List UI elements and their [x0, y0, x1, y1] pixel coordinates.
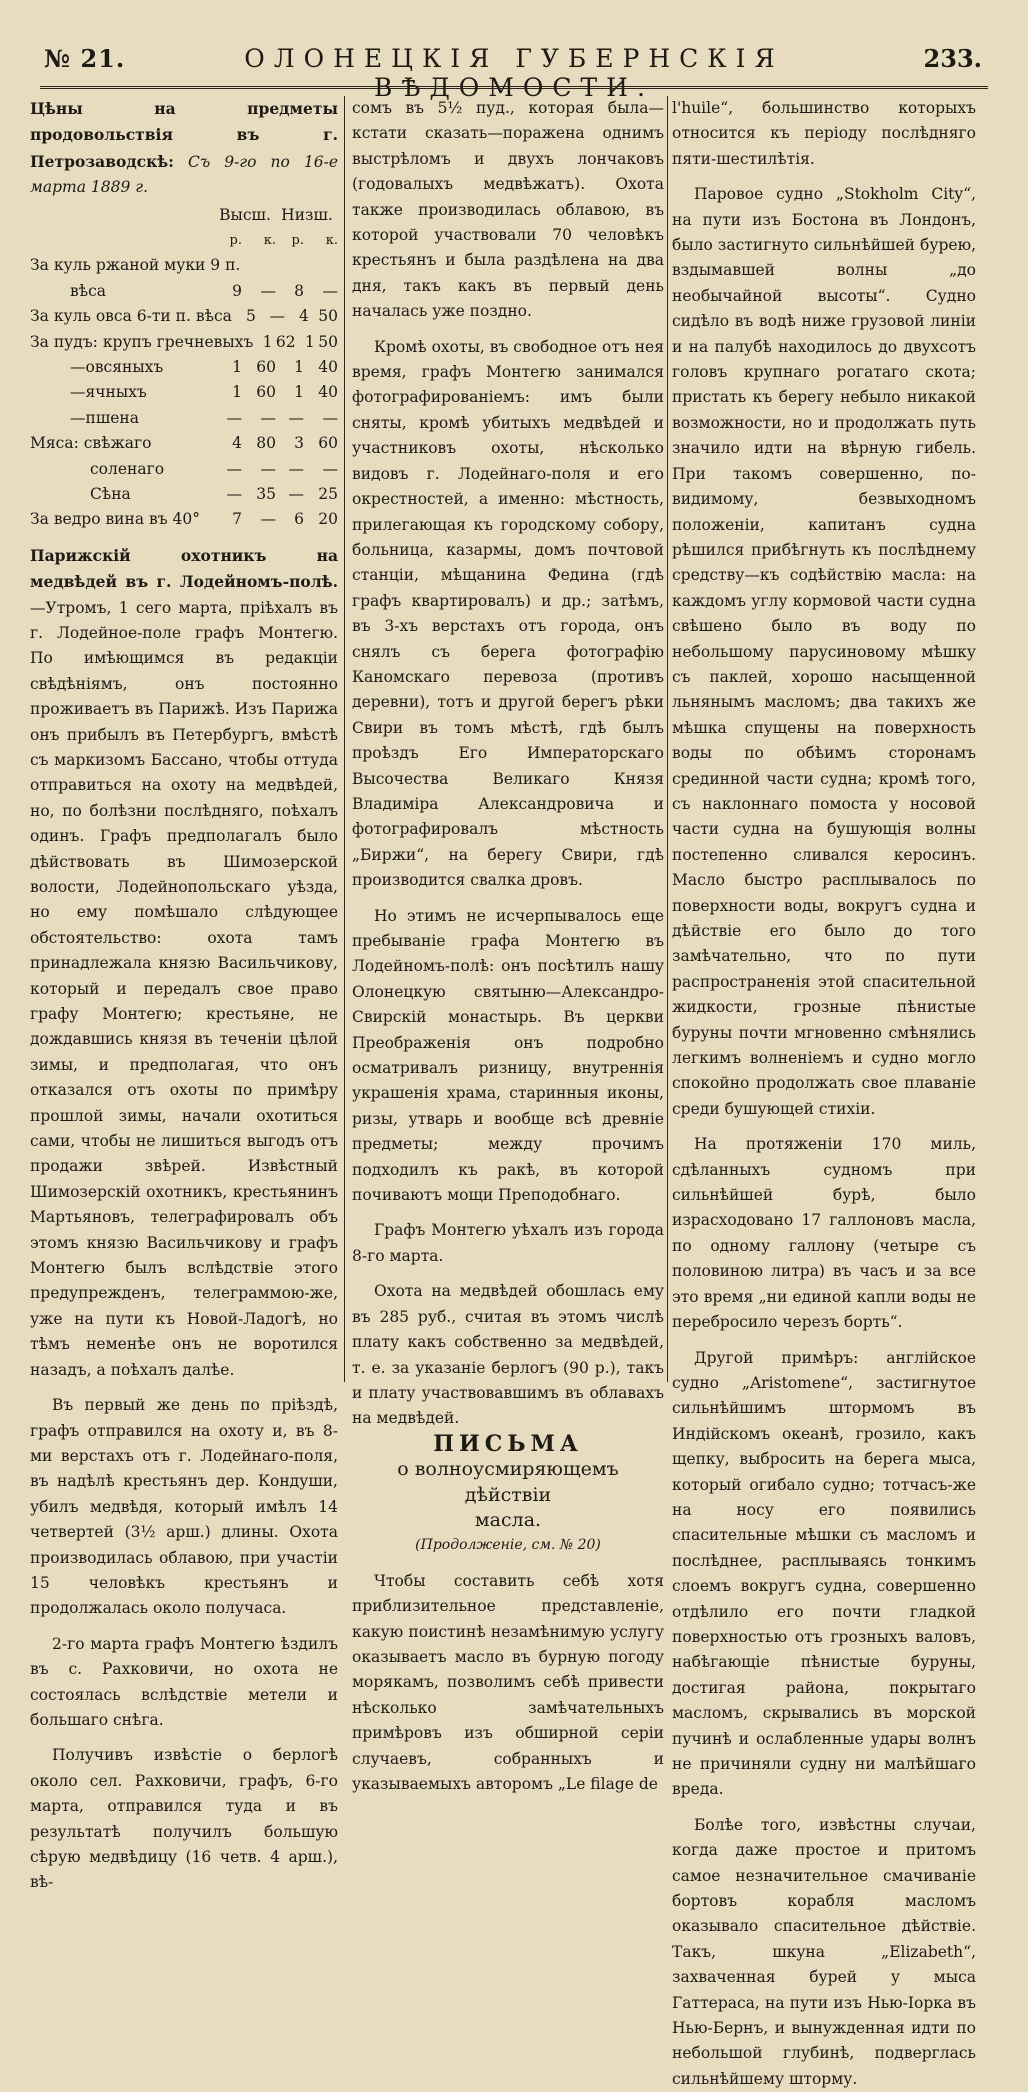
price-item-name: За ведро вина въ 40°: [30, 510, 200, 529]
issue-number: № 21.: [44, 44, 126, 73]
letters-subheading-2: масла.: [474, 1508, 542, 1531]
price-item-name: Сѣна: [90, 484, 131, 503]
column-divider: [344, 96, 345, 1382]
price-value: 8: [294, 281, 304, 300]
price-units-row: р. к. р. к.: [229, 233, 338, 249]
column-1: [30, 96, 338, 1896]
paragraph: Но этимъ не исчерпывалось еще пребываніе графа Монтегю въ Лодейномъ-полѣ: онъ посѣтилъ нашу Олонецкую святыню—Александро-Свирскій монастырь. Въ церкви Преображенія онъ подробно осматривалъ ризницу, внутреннія украшенія храма, старинныя иконы, ризы, утварь и вообще всѣ древніе предметы; между прочимъ подходилъ къ ракѣ, въ которой почиваютъ мощи Преподобнаго.: [352, 906, 664, 1205]
price-value: —: [288, 408, 304, 427]
paragraph: сомъ въ 5½ пуд., которая была—кстати сказать—поражена однимъ выстрѣломъ и двухъ лончаковъ (годовалыхъ медвѣжатъ). Охота также производилась облавою, въ которой участвовали 70 человѣкъ крестьянъ и была раздѣлена на два дня, такъ какъ въ первый день началась уже поздно.: [352, 99, 664, 321]
price-value: 25: [318, 484, 338, 503]
paragraph: 2-го марта графъ Монтегю ѣздилъ въ с. Рахковичи, но охота не состоялась вслѣдствіе метели и большаго снѣга.: [30, 1634, 338, 1729]
price-value: 1: [294, 383, 304, 402]
page-header: [40, 38, 988, 102]
page-number: 233.: [923, 44, 982, 73]
price-item-name: —ячныхъ: [70, 383, 147, 402]
price-value: 1: [294, 357, 304, 376]
continuation-note: (Продолженіе, см. № 20): [415, 1537, 601, 1554]
paragraph: Графъ Монтегю уѣхалъ изъ города 8-го марта.: [352, 1221, 664, 1265]
price-value: 50: [318, 307, 338, 326]
column-low-label: Низш.: [281, 205, 333, 224]
price-row: [30, 304, 338, 329]
paragraph: На протяженіи 170 миль, сдѣланныхъ судномъ при сильнѣйшей бурѣ, было израсходовано 17 галлоновъ масла, по одному галлону (четыре съ половиною литра) въ часъ и за все это время „ни единой капли воды не перебросило черезъ борть“.: [672, 1135, 976, 1332]
price-value: —: [322, 408, 338, 427]
price-value: 9: [232, 281, 242, 300]
price-row: [30, 457, 338, 482]
price-value: 3: [294, 434, 304, 453]
price-value: 62: [275, 332, 296, 351]
header-rule: [40, 86, 988, 89]
price-item-name: За пудъ: крупъ гречневыхъ: [30, 332, 254, 351]
price-item-name: Мяса: свѣжаго: [30, 434, 152, 453]
price-item-name: За куль овса 6-ти п. вѣса: [30, 307, 232, 326]
price-value: —: [322, 281, 338, 300]
price-value: —: [269, 307, 285, 326]
price-item-name: соленаго: [90, 459, 165, 478]
column-3: [672, 96, 976, 2092]
price-value: 5: [245, 307, 256, 326]
price-value: —: [260, 459, 276, 478]
price-value: 40: [318, 357, 338, 376]
price-row: [30, 380, 338, 405]
price-row: [30, 507, 338, 532]
price-row: [30, 406, 338, 431]
paragraph: Паровое судно „Stokholm City“, на пути изъ Бостона въ Лондонъ, было застигнуто сильнѣйшей бурею, вздымавшей волны „до необычайной высоты“. Судно сидѣло въ водѣ ниже грузовой линіи и на палубѣ находилось до двухсотъ головъ крупнаго рогатаго скота; пристать къ берегу небыло никакой возможности, но и продолжать путь значило идти на вѣрную гибель. При такомъ совершенно, по-видимому, безвыходномъ положеніи, капитанъ судна рѣшился прибѣгнуть къ послѣднему средству—къ содѣйствію масла: на каждомъ углу кормовой части судна свѣшено было въ воду по небольшому парусиновому мѣшку съ паклей, хорошо насыщенной льнянымъ масломъ; два такихъ же мѣшка спущены на поверхность воды по обѣимъ сторонамъ срединной части судна; кромѣ того, съ наклоннаго помоста у носовой части судна на бушующія волны постепенно сливался керосинъ. Масло быстро расплывалось по поверхности воды, вокругъ судна и дѣйствіе его было до того замѣчательно, что по пути распространенія этой спасительной жидкости, грозные пѣнистые буруны почти мгновенно смѣнялись легкимъ волненіемъ и судно могло спокойно продолжать свое плаваніе среди бушующей стихіи.: [672, 185, 976, 1118]
column-2: [352, 96, 664, 1797]
price-value: —: [226, 484, 242, 503]
letters-subheading: о волноусмиряющемъ дѣйствіи: [397, 1458, 619, 1506]
letters-heading: ПИСЬМА: [433, 1430, 583, 1457]
price-value: 4: [232, 434, 242, 453]
hunter-article: Парижскій охотникъ на медвѣдей въ г. Лодейномъ-полѣ.—Утромъ, 1 сего марта, пріѣхалъ въ г. Лодейное-поле графъ Монтегю. По имѣющимся въ редакціи свѣдѣніямъ, онъ постоянно проживаетъ въ Парижѣ. Изъ Парижа онъ прибылъ въ Петербургъ, вмѣстѣ съ маркизомъ Бассано, чтобы оттуда отправиться на охоту на медвѣдей, но, по болѣзни послѣдняго, поѣхалъ одинъ. Графъ предполагалъ было дѣйствовать въ Шимозерской волости, Лодейнопольскаго уѣзда, но ему помѣшало слѣдующее обстоятельство: охота тамъ принадлежала князю Васильчикову, который и передалъ свое право графу Монтегю; крестьяне, не дождавшись князя въ теченіи цѣлой зимы, и предполагая, что онъ отказался отъ охоты по примѣру прошлой зимы, начали охотиться сами, чтобы не лишиться выгодъ отъ продажи звѣрей. Извѣстный Шимозерскій охотникъ, крестьянинъ Мартьяновъ, телеграфировалъ объ этомъ князю Васильчикову и графъ Монтегю былъ вслѣдствіе этого предупрежденъ, телеграммою-же, уже на пути къ Новой-Ладогѣ, но тѣмъ неменѣе онъ не воротился назадъ, а поѣхалъ далѣе.: [30, 545, 338, 1379]
price-value: —: [260, 408, 276, 427]
price-value: —: [288, 459, 304, 478]
price-row: [30, 431, 338, 456]
price-value: 60: [256, 383, 276, 402]
price-value: 6: [294, 510, 304, 529]
price-value: 1: [262, 332, 273, 351]
price-row: [30, 279, 338, 304]
price-value: —: [226, 408, 242, 427]
price-item-name: —пшена: [70, 408, 139, 427]
newspaper-title: ОЛОНЕЦКІЯ ГУБЕРНСКІЯ ВѢДОМОСТИ.: [244, 44, 784, 102]
price-value: 7: [232, 510, 242, 529]
paragraph: Кромѣ охоты, въ свободное отъ нея время, графъ Монтегю занимался фотографированіемъ: имъ были сняты, кромѣ убитыхъ медвѣдей и участниковъ охоты, нѣсколько видовъ г. Лодейнаго-поля и его окрестностей, а именно: мѣстность, прилегающая къ городскому собору, больница, казармы, домъ почтовой станціи, мѣщанина Федина (гдѣ графъ квартировалъ) и др.; затѣмъ, въ 3-хъ верстахъ отъ города, онъ снялъ съ берега фотографію Каномскаго перевоза (противъ деревни), тотъ и другой берегъ рѣки Свири въ томъ мѣстѣ, гдѣ былъ проѣздъ Его Императорскаго Высочества Великаго Князя Владиміра Александровича и фотографировалъ мѣстность „Биржи“, на берегу Свири, гдѣ производится свалка дровъ.: [352, 337, 664, 890]
price-item-name: —овсяныхъ: [70, 357, 164, 376]
price-value: 35: [256, 484, 276, 503]
price-value: —: [260, 281, 276, 300]
prices-heading: Цѣны на предметы продовольствія въ г. Петрозаводскѣ: Съ 9-го по 16-е марта 1889 г.: [30, 99, 338, 197]
column-divider: [667, 96, 668, 1382]
price-row: [30, 355, 338, 380]
price-row: [30, 330, 338, 355]
paragraph: Другой примѣръ: англійское судно „Aristomene“, застигнутое сильнѣйшимъ штормомъ въ Индійскомъ океанѣ, грозило, какъ щепку, выбросить на берега мыса, который огибало судно; тотчасъ-же на носу его появились спасительные мѣшки съ масломъ и послѣднее, расплываясь тонкимъ слоемъ вокругъ судна, совершенно отдѣлило его почти гладкой поверхностью отъ грозныхъ валовъ, набѣгающіе пѣнистые буруны, достигая района, покрытаго масломъ, скрывались въ морской пучинѣ и ослабленные удары волнъ не причиняли судну ни малѣйшаго вреда.: [672, 1348, 976, 1799]
price-value: 50: [318, 332, 338, 351]
price-row: [30, 253, 338, 278]
price-value: 1: [232, 383, 242, 402]
paragraph: Въ первый же день по пріѣздѣ, графъ отправился на охоту и, въ 8-ми верстахъ отъ г. Лодейнаго-поля, въ надѣлѣ крестьянъ дер. Кондуши, убилъ медвѣдя, который имѣлъ 14 четвертей (3½ арш.) длины. Охота производилась облавою, при участіи 15 человѣкъ крестьянъ и продолжалась около получаса.: [30, 1396, 338, 1618]
price-table: [30, 203, 338, 533]
price-value: 80: [256, 434, 276, 453]
price-value: —: [260, 510, 276, 529]
paragraph: Чтобы составить себѣ хотя приблизительное представленіе, какую поистинѣ незамѣнимую услугу оказываетъ масло въ бурную погоду морякамъ, позволимъ себѣ привести нѣсколько замѣчательныхъ примѣровъ изъ обширной серіи случаевъ, собранныхъ и указываемыхъ авторомъ „Le filage de: [352, 1571, 664, 1793]
price-item-name: вѣса: [70, 281, 106, 300]
price-item-name: За куль ржаной муки 9 п.: [30, 256, 241, 275]
price-value: 1: [304, 332, 315, 351]
price-value: 20: [318, 510, 338, 529]
paragraph: Охота на медвѣдей обошлась ему въ 285 руб., считая въ этомъ числѣ плату какъ собственно за медвѣдей, т. е. за указаніе берлогъ (90 р.), такъ и плату участвовавшимъ въ облавахъ на медвѣдей.: [352, 1282, 664, 1428]
paragraph: l'huile“, большинство которыхъ относится къ періоду послѣдняго пяти-шестилѣтія.: [672, 99, 976, 168]
price-value: —: [288, 484, 304, 503]
price-table-header: [30, 203, 338, 228]
price-value: 1: [232, 357, 242, 376]
paragraph: Болѣе того, извѣстны случаи, когда даже простое и притомъ самое незначительное смачиваніе бортовъ корабля масломъ оказывало спасительное дѣйствіе. Такъ, шкуна „Elizabeth“, захваченная бурей у мыса Гаттераса, на пути изъ Нью-Іорка въ Нью-Бернъ, и вынужденная идти по небольшой глубинѣ, подверглась сильнѣйшему шторму.: [672, 1815, 976, 2088]
price-value: —: [322, 459, 338, 478]
price-value: 60: [256, 357, 276, 376]
column-high-label: Высш.: [219, 205, 271, 224]
price-value: 60: [318, 434, 338, 453]
price-value: 40: [318, 383, 338, 402]
price-value: 4: [299, 307, 309, 326]
paragraph: Получивъ извѣстіе о берлогѣ около сел. Рахковичи, графъ, 6-го марта, отправился туда и въ результатѣ получилъ большую сѣрую медвѣдицу (16 четв. 4 арш.), вѣ-: [30, 1746, 338, 1892]
price-value: —: [226, 459, 242, 478]
price-row: [30, 482, 338, 507]
